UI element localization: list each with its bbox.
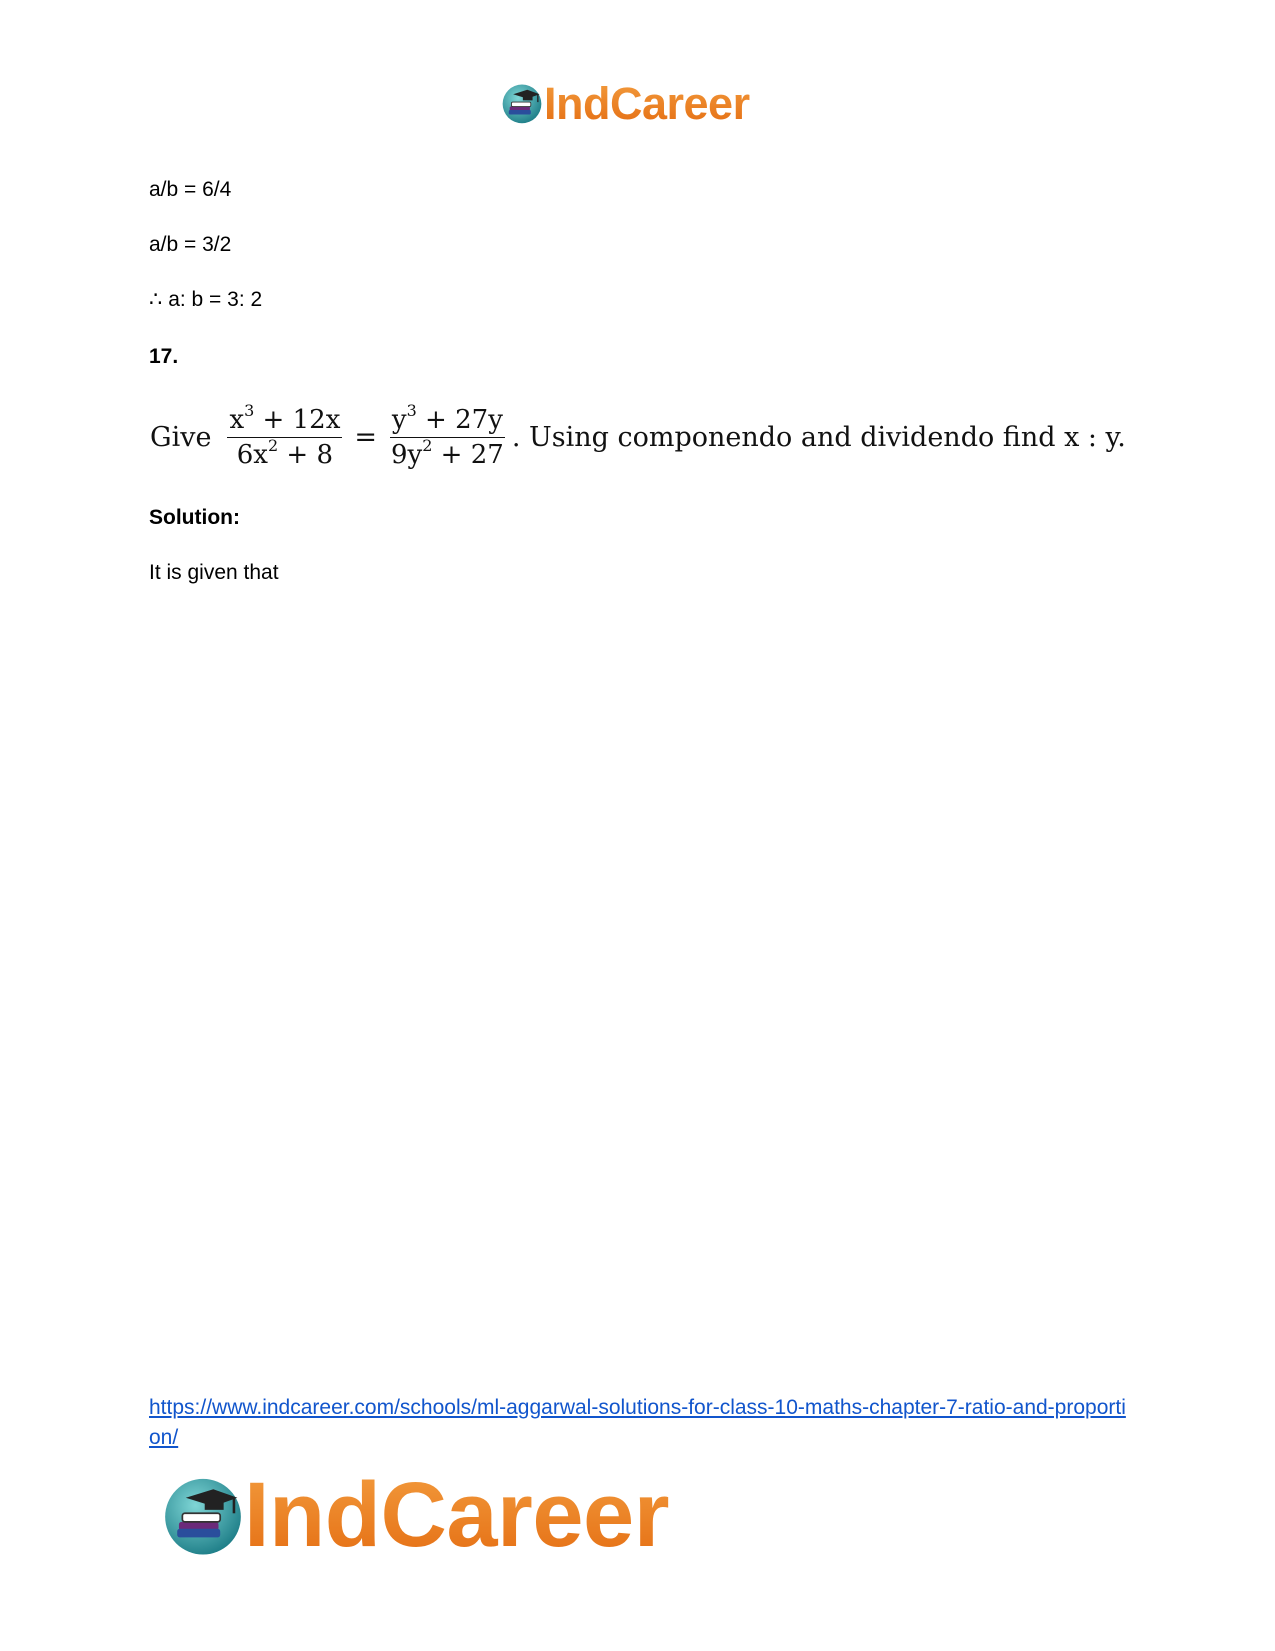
equals-sign: =	[354, 421, 377, 453]
question-equation	[150, 400, 1126, 474]
solution-label: Solution:	[149, 506, 240, 529]
equation-line-2: a/b = 3/2	[149, 233, 232, 256]
question-tail: . Using componendo and dividendo find x : y.	[511, 421, 1126, 453]
source-link[interactable]: https://www.indcareer.com/schools/ml-aggarwal-solutions-for-class-10-maths-chapter-7-ratio-and-proportion/	[149, 1396, 1126, 1449]
graduation-globe-icon	[500, 81, 544, 125]
given-text: It is given that	[149, 561, 279, 584]
give-text: Give	[150, 421, 212, 453]
question-number: 17.	[149, 345, 179, 368]
fraction-right: $\frac{y^3 + 27y}{9y^2 + 27}$	[390, 400, 504, 470]
logo-wordmark: IndCareer	[244, 1464, 669, 1566]
graduation-globe-icon	[160, 1472, 246, 1558]
fraction-left: $\frac{x^3 + 12x}{6x^2 + 8}$	[229, 400, 341, 470]
footer-logo	[160, 1464, 669, 1566]
conclusion-line: ∴ a: b = 3: 2	[149, 288, 263, 311]
header-logo	[500, 78, 750, 128]
equation-line-1: a/b = 6/4	[149, 178, 232, 201]
logo-wordmark: IndCareer	[544, 77, 750, 129]
